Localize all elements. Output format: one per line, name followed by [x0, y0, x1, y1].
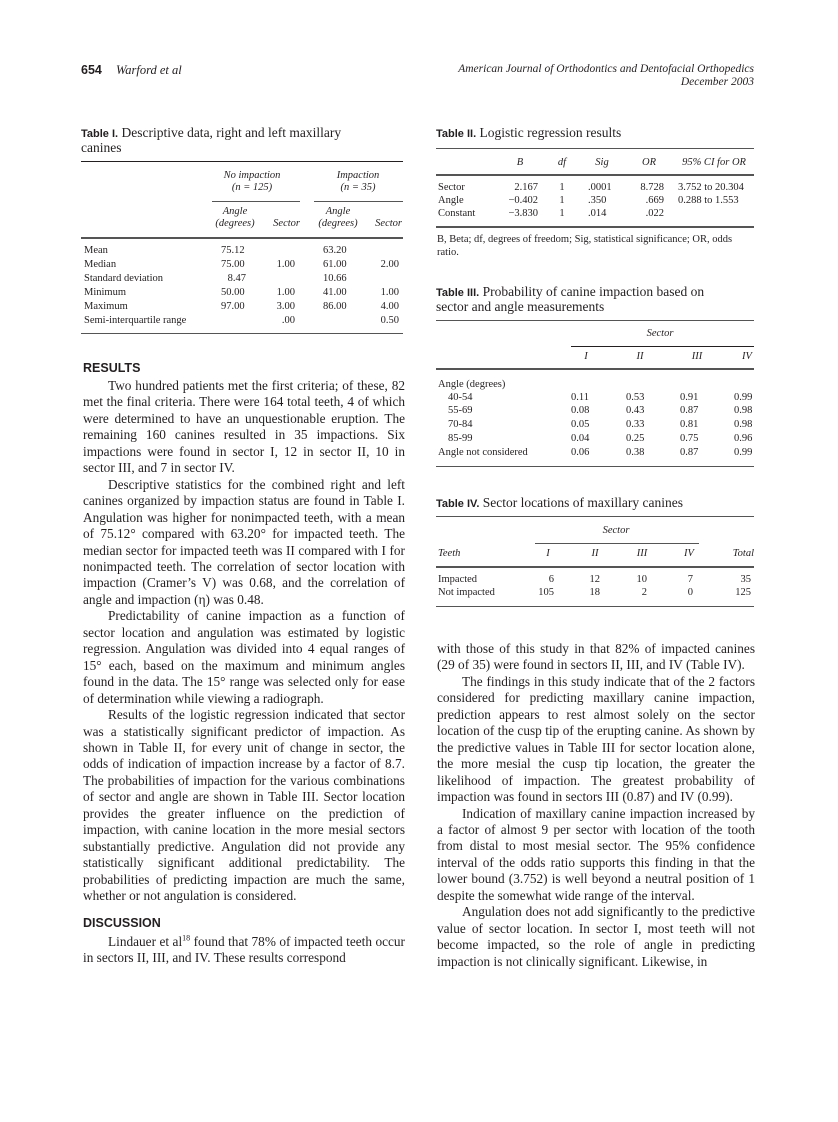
table-1-title-line2: canines — [81, 140, 122, 155]
cell: 0.50 — [380, 315, 399, 326]
results-heading: RESULTS — [83, 361, 141, 375]
cell: 1.00 — [380, 287, 399, 298]
cell: −3.830 — [508, 208, 538, 219]
cell: 8.47 — [227, 273, 246, 284]
row-label: Not impacted — [438, 587, 495, 598]
col-header-I: I — [584, 351, 588, 362]
table-4-spanner: Sector — [602, 525, 630, 536]
col-header-ci: 95% CI for OR — [682, 157, 746, 168]
row-label: Mean — [84, 245, 108, 256]
table-1-group-rule-1 — [212, 201, 300, 202]
row-label: 85-99 — [448, 433, 473, 444]
cell: 0.38 — [626, 447, 645, 458]
cell: 0.05 — [571, 419, 590, 430]
table-1-sub-degrees-2: (degrees) — [318, 218, 358, 229]
cell: 63.20 — [323, 245, 347, 256]
table-1-group-no-impaction-n: (n = 125) — [231, 182, 273, 193]
col-header-I: I — [546, 548, 550, 559]
cell: 61.00 — [323, 259, 347, 270]
col-header-b: B — [516, 157, 524, 168]
cell: 10.66 — [323, 273, 347, 284]
discussion-paragraph-2: The findings in this study indicate that of the 2 factors considered for predicting maxillary canine impaction, prediction appears to rest almost solely on the sector location of the cusp tip of the erupting canine. As shown by the predictive values in Table III for sector location alone, the more mesial the cusp tip location, the greater the likelihood of impaction. The greatest probability of impaction was found in sectors III (0.87) and IV (0.99). — [437, 673, 755, 805]
table-4-header-rule — [436, 566, 754, 568]
cell: 12 — [589, 574, 600, 585]
cell: 35 — [740, 574, 751, 585]
cell: 2 — [641, 587, 647, 598]
table-2-label: Table II. — [436, 128, 477, 140]
discussion-paragraph-1 — [83, 934, 405, 967]
table-2-footnote-line1: B, Beta; df, degrees of freedom; Sig, statistical significance; OR, odds — [437, 234, 733, 245]
cell: 1 — [559, 208, 565, 219]
table-1-top-rule — [81, 161, 403, 162]
cell: 0.04 — [571, 433, 590, 444]
table-4-spanner-rule — [535, 543, 699, 544]
row-label: Impacted — [438, 574, 478, 585]
cell: .0001 — [588, 182, 612, 193]
results-paragraph-4: Results of the logistic regression indicated that sector was a statistically significant predictor of impaction. As shown in Table II, for every unit of change in sector, the odds of indication of impaction increase by a factor of 8.7. The probabilities of impaction for the various combinations of sector and angle are shown in Table III. Sector location provides the greater influence on the prediction of impaction, with canine location in the more mesial sectors substantially predictive. Angulation did not provide any statistically significant additional predictability. The probabilities of predicting impaction are much the same, whether or not angulation is considered. — [83, 707, 405, 904]
cell: 0.87 — [680, 405, 699, 416]
col-header-sig: Sig — [595, 157, 609, 168]
discussion-paragraph-3: Indication of maxillary canine impaction increased by a factor of almost 9 per sector with location of the tooth from distal to most mesial sector. The 95% confidence interval of the odds ratio supports this finding in that the lower bound (3.752) is well beyond a neutral position of 1 despite the somewhat wide range of the interval. — [437, 805, 755, 903]
table-2-title: Logistic regression results — [479, 125, 622, 140]
col-header-or: OR — [642, 157, 656, 168]
col-header-df: df — [557, 157, 567, 168]
right-column — [437, 641, 755, 970]
row-label: 55-69 — [448, 405, 473, 416]
table-2-header-rule — [436, 174, 754, 176]
citation-author: Lindauer et al — [108, 933, 183, 949]
table-1-group-rule-2 — [314, 201, 403, 202]
table-1-sub-sector-2: Sector — [375, 218, 402, 229]
cell: 2.00 — [380, 259, 399, 270]
table-3-label: Table III. — [436, 287, 480, 299]
table-3-title-line2: sector and angle measurements — [436, 299, 605, 314]
cell: 0.96 — [734, 433, 753, 444]
table-1-label: Table I. — [81, 128, 119, 140]
col-header-total: Total — [732, 548, 754, 559]
cell: 75.12 — [221, 245, 245, 256]
row-label: Constant — [438, 208, 476, 219]
discussion-text: found that 78% of impacted teeth occur in sectors II, III, and IV. These results correspond — [83, 933, 405, 965]
cell: 0 — [687, 587, 693, 598]
journal-title: American Journal of Orthodontics and Dentofacial Orthopedics — [458, 63, 754, 75]
cell: 1 — [559, 195, 565, 206]
row-label: 40-54 — [448, 392, 473, 403]
row-label: 70-84 — [448, 419, 473, 430]
cell: 1.00 — [276, 259, 295, 270]
table-1-bottom-rule — [81, 333, 403, 334]
table-4-bottom-rule — [436, 606, 754, 607]
table-3-bottom-rule — [436, 466, 754, 467]
table-2-top-rule — [436, 148, 754, 149]
row-label: Sector — [438, 182, 465, 193]
table-3-top-rule — [436, 320, 754, 321]
cell: −0.402 — [508, 195, 538, 206]
table-1-group-no-impaction: No impaction — [223, 170, 281, 181]
cell: 8.728 — [640, 182, 664, 193]
table-4-label: Table IV. — [436, 498, 480, 510]
cell: .022 — [645, 208, 664, 219]
cell: .00 — [281, 315, 295, 326]
row-label: Angle — [438, 195, 464, 206]
cell: 10 — [636, 574, 647, 585]
table-2-caption — [436, 126, 766, 141]
row-label: Maximum — [84, 301, 128, 312]
cell: 0.87 — [680, 447, 699, 458]
table-2-footnote-line2: ratio. — [437, 247, 459, 258]
col-header-II: II — [636, 351, 644, 362]
table-1-caption — [81, 126, 411, 155]
col-header-III: III — [636, 548, 648, 559]
page-number: 654 — [81, 63, 102, 77]
discussion-paragraph-4: Angulation does not add significantly to the predictive value of sector location. In sector I, most teeth will not become impacted, so the role of angle in predicting impaction is not clinically significant. Likewise, in — [437, 904, 755, 969]
col-header-III: III — [691, 351, 703, 362]
journal-date: December 2003 — [680, 76, 754, 88]
results-paragraph-3: Predictability of canine impaction as a function of sector location and angulation was estimated by logistic regression. Angulation was divided into 4 equal ranges of 15° each, based on the maximum and minimum angles found in the data. The 15° range was selected only for ease of determination while viewing a radiograph. — [83, 608, 405, 706]
cell: 0.91 — [680, 392, 699, 403]
table-3-spanner: Sector — [646, 328, 674, 339]
table-3-caption — [436, 285, 766, 314]
row-label: Minimum — [84, 287, 127, 298]
cell: 86.00 — [323, 301, 347, 312]
table-1-sub-angle-1: Angle — [222, 206, 248, 217]
cell: 0.08 — [571, 405, 590, 416]
cell: 7 — [687, 574, 693, 585]
cell: 3.752 to 20.304 — [678, 182, 744, 193]
table-1-sub-angle-2: Angle — [325, 206, 351, 217]
row-label: Median — [84, 259, 117, 270]
journal-header — [458, 63, 754, 89]
table-1-title-line1: Descriptive data, right and left maxillary — [121, 125, 342, 140]
cell: 0.99 — [734, 447, 753, 458]
cell: 125 — [735, 587, 751, 598]
row-label: Standard deviation — [84, 273, 164, 284]
row-label: Semi-interquartile range — [84, 315, 187, 326]
table-1-group-impaction-n: (n = 35) — [340, 182, 376, 193]
cell: 1 — [559, 182, 565, 193]
cell: .014 — [588, 208, 607, 219]
table-1-header-rule — [81, 237, 403, 239]
cell: 97.00 — [221, 301, 245, 312]
table-1-group-impaction: Impaction — [336, 170, 380, 181]
cell: 0.288 to 1.553 — [678, 195, 739, 206]
table-1-sub-sector-1: Sector — [273, 218, 300, 229]
running-author: Warford et al — [116, 63, 182, 77]
cell: .350 — [588, 195, 607, 206]
left-column — [83, 360, 405, 966]
cell: 0.11 — [571, 392, 589, 403]
cell: .669 — [645, 195, 664, 206]
cell: 0.33 — [626, 419, 645, 430]
discussion-heading: DISCUSSION — [83, 915, 161, 930]
table-2-bottom-rule — [436, 226, 754, 228]
cell: 0.25 — [626, 433, 645, 444]
discussion-paragraph-1-cont: with those of this study in that 82% of impacted canines (29 of 35) were found in sectors II, III, and IV (Table IV). — [437, 641, 755, 673]
cell: 0.53 — [626, 392, 645, 403]
table-3-group-label: Angle (degrees) — [438, 379, 506, 390]
table-4-title: Sector locations of maxillary canines — [482, 495, 683, 510]
table-3-title-line1: Probability of canine impaction based on — [482, 284, 705, 299]
col-header-IV: IV — [684, 548, 694, 559]
cell: 3.00 — [276, 301, 295, 312]
table-1-sub-degrees-1: (degrees) — [215, 218, 255, 229]
table-4-row-header: Teeth — [438, 548, 461, 559]
citation-ref: 18 — [182, 933, 191, 943]
cell: 0.98 — [734, 405, 753, 416]
results-paragraph-2: Descriptive statistics for the combined right and left canines organized by impaction status are found in Table I. Angulation was higher for nonimpacted teeth, with a mean of 75.12° compared with 63.20° for impacted teeth. The median sector for impacted teeth was II compared with I for nonimpacted teeth. The correlation of sector location with impaction (Cramer’s V) was 0.68, and the correlation of angle and impaction (η) was 0.48. — [83, 476, 405, 607]
cell: 75.00 — [221, 259, 245, 270]
table-4-caption — [436, 496, 766, 511]
cell: 2.167 — [514, 182, 538, 193]
cell: 41.00 — [323, 287, 347, 298]
cell: 0.43 — [626, 405, 645, 416]
cell: 50.00 — [221, 287, 245, 298]
col-header-II: II — [591, 548, 599, 559]
results-paragraph-1: Two hundred patients met the first criteria; of these, 82 met the final criteria. There were 164 total teeth, 4 of which were determined to have an unquestionable eruption. The remaining 160 canines resulted in 35 impactions. Six impactions were found in sector I, 12 in sector II, 10 in sector III, and 7 in sector IV. — [83, 378, 405, 476]
row-label: Angle not considered — [438, 447, 528, 458]
cell: 0.81 — [680, 419, 699, 430]
cell: 0.99 — [734, 392, 753, 403]
cell: 0.98 — [734, 419, 753, 430]
cell: 0.06 — [571, 447, 590, 458]
cell: 18 — [589, 587, 600, 598]
col-header-IV: IV — [742, 351, 752, 362]
cell: 1.00 — [276, 287, 295, 298]
cell: 4.00 — [380, 301, 399, 312]
table-4-top-rule — [436, 516, 754, 517]
cell: 0.75 — [680, 433, 699, 444]
cell: 6 — [548, 574, 554, 585]
cell: 105 — [538, 587, 554, 598]
table-3-header-rule — [436, 368, 754, 370]
table-3-spanner-rule — [571, 346, 754, 347]
